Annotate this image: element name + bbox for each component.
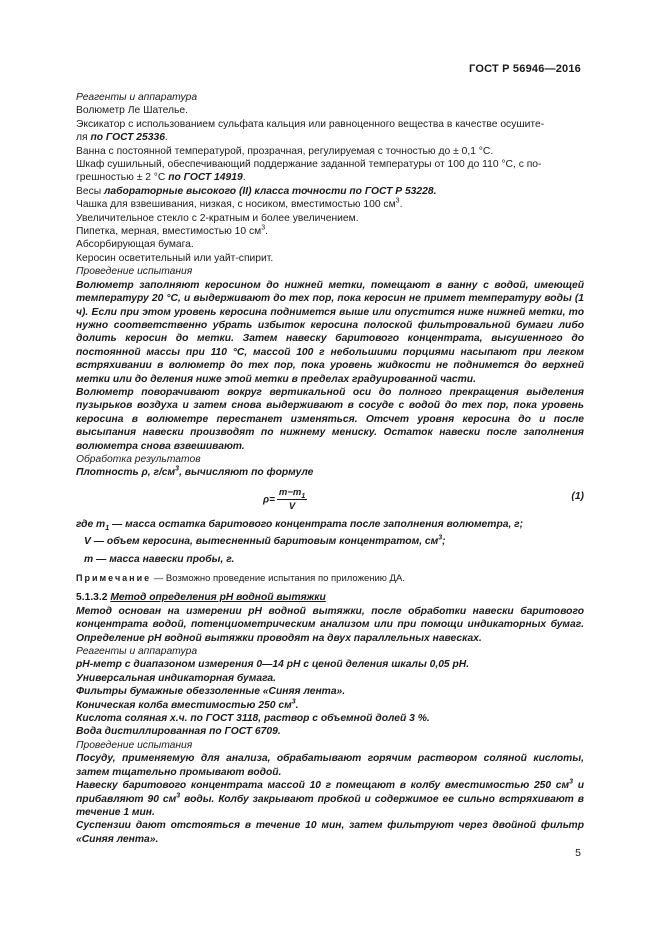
list-item: Кислота соляная х.ч. по ГОСТ 3118, раствор с объемной долей 3 %. bbox=[76, 713, 430, 725]
list-item: Увеличительное стекло с 2-кратным и более увеличением. bbox=[76, 212, 359, 224]
list-item: Чашка для взвешивания, низкая, с носиком, вместимостью 100 $см^3$. bbox=[76, 197, 403, 211]
list-item: Пипетка, мерная, вместимостью 10 $см^3$. bbox=[76, 224, 268, 238]
procedure-paragraph: Навеску баритового концентрата массой 10 г помещают в колбу вместимостью 250 $см^3$ и прибавляют 90 $см^3$ воды. Колбу закрывают пробкой и содержимое ее сильно встряхивают в течение 1 мин. bbox=[76, 778, 584, 818]
list-item: Волюметр Ле Шателье. bbox=[76, 105, 188, 117]
procedure-paragraph: Суспензии дают отстояться в течение 10 мин, затем фильтруют через двойной фильтр «Синяя лента». bbox=[76, 820, 584, 845]
formula-number: (1) bbox=[571, 490, 584, 502]
list-item: Абсорбирующая бумага. bbox=[76, 239, 194, 251]
density-formula bbox=[76, 480, 584, 518]
where-item: m — масса навески пробы, г. bbox=[84, 553, 235, 565]
list-item: Коническая колба вместимостью 250 $см^3$. bbox=[76, 698, 299, 711]
procedure-paragraph: Волюметр заполняют керосином до нижней метки, помещают в ванну с водой, имеющей температуру 20 °С, и выдерживают до тех пор, пока керосин не примет температуру воды (1 ч). Если при этом уровень керосина поднимется выше или опустится ниже нижней метки, то нужно соответственно убрать избыток керосина полоской фильтровальной бумаги либо долить керосин до метки. Затем навеску баритового концентрата, высушенного до постоянной массы при 110 °С, массой 100 г небольшими порциями насыпают при легком встряхивании в волюметр до тех пор, пока уровень жидкости не поднимется до верхней метки или до деления ниже этой метки в пределах градуированной части. bbox=[76, 279, 584, 385]
list-item: Фильтры бумажные обеззоленные «Синяя лента». bbox=[76, 686, 346, 698]
reagents-heading: Реагенты и аппаратура bbox=[76, 646, 198, 658]
procedure-heading: Проведение испытания bbox=[76, 266, 193, 278]
list-item: Эксикатор с использованием сульфата кальция или равноценного вещества в качестве осушите- ля по ГОСТ 25336. bbox=[76, 118, 545, 144]
list-item: Вода дистиллированная по ГОСТ 6709. bbox=[76, 726, 281, 738]
where-item: V — объем керосина, вытесненный баритовым концентратом, $см^3$; bbox=[84, 534, 446, 548]
procedure-heading: Проведение испытания bbox=[76, 739, 193, 751]
section-intro: Метод основан на измерении pH водной вытяжки, после обработки навески баритового концентрата водой, потенциометрическим анализом или при помощи индикаторных бумаг. Определение pH водной вытяжки проводят на двух параллельных навесках. bbox=[76, 605, 584, 644]
standard-header: ГОСТ Р 56946—2016 bbox=[469, 63, 581, 75]
results-text: Плотность ρ, $г/см^3$, вычисляют по формуле bbox=[76, 465, 314, 479]
reagents-heading: Реагенты и аппаратура bbox=[76, 92, 198, 103]
procedure-paragraph: Волюметр поворачивают вокруг вертикальной оси до полного прекращения выделения пузырьков воздуха и затем снова выдерживают в сосуде с водой до тех пор, пока уровень керосина в волюметре перестанет изменяться. Отсчет уровня керосина до и после высыпания навески производят по нижнему мениску. Остаток навески после заполнения волюметра снова взвешивают. bbox=[76, 386, 584, 452]
list-item: Шкаф сушильный, обеспечивающий поддержание заданной температуры от 100 до 110 °С, с по- грешностью ± 2 °С по ГОСТ 14919. bbox=[76, 159, 542, 184]
list-item: Ванна с постоянной температурой, прозрачная, регулируемая с точностью до ± 0,1 °С. bbox=[76, 145, 494, 157]
procedure-paragraph: Посуду, применяемую для анализа, обрабатывают горячим раствором соляной кислоты, затем тщательно промывают водой. bbox=[76, 753, 584, 778]
results-heading: Обработка результатов bbox=[76, 453, 201, 465]
list-item: pH-метр с диапазоном измерения 0—14 pH с ценой деления шкалы 0,05 pH. bbox=[76, 659, 470, 671]
page-content bbox=[76, 91, 584, 846]
list-item: Керосин осветительный или уайт-спирит. bbox=[76, 252, 274, 264]
page-number: 5 bbox=[575, 847, 581, 859]
list-item: Весы лабораторные высокого (II) класса точности по ГОСТ Р 53228. bbox=[76, 185, 437, 197]
section-heading: 5.1.3.2 Метод определения pH водной вытяжки bbox=[76, 592, 326, 604]
list-item: Универсальная индикаторная бумага. bbox=[76, 672, 277, 684]
where-item: где $m_1$ — масса остатка баритового концентрата после заполнения волюметра, г; bbox=[76, 518, 524, 532]
note: Примечание — Возможно проведение испытания по приложению ДА. bbox=[76, 573, 405, 584]
formula-expression: ρ= $\frac{m-m_1}{V}$ bbox=[263, 486, 306, 513]
